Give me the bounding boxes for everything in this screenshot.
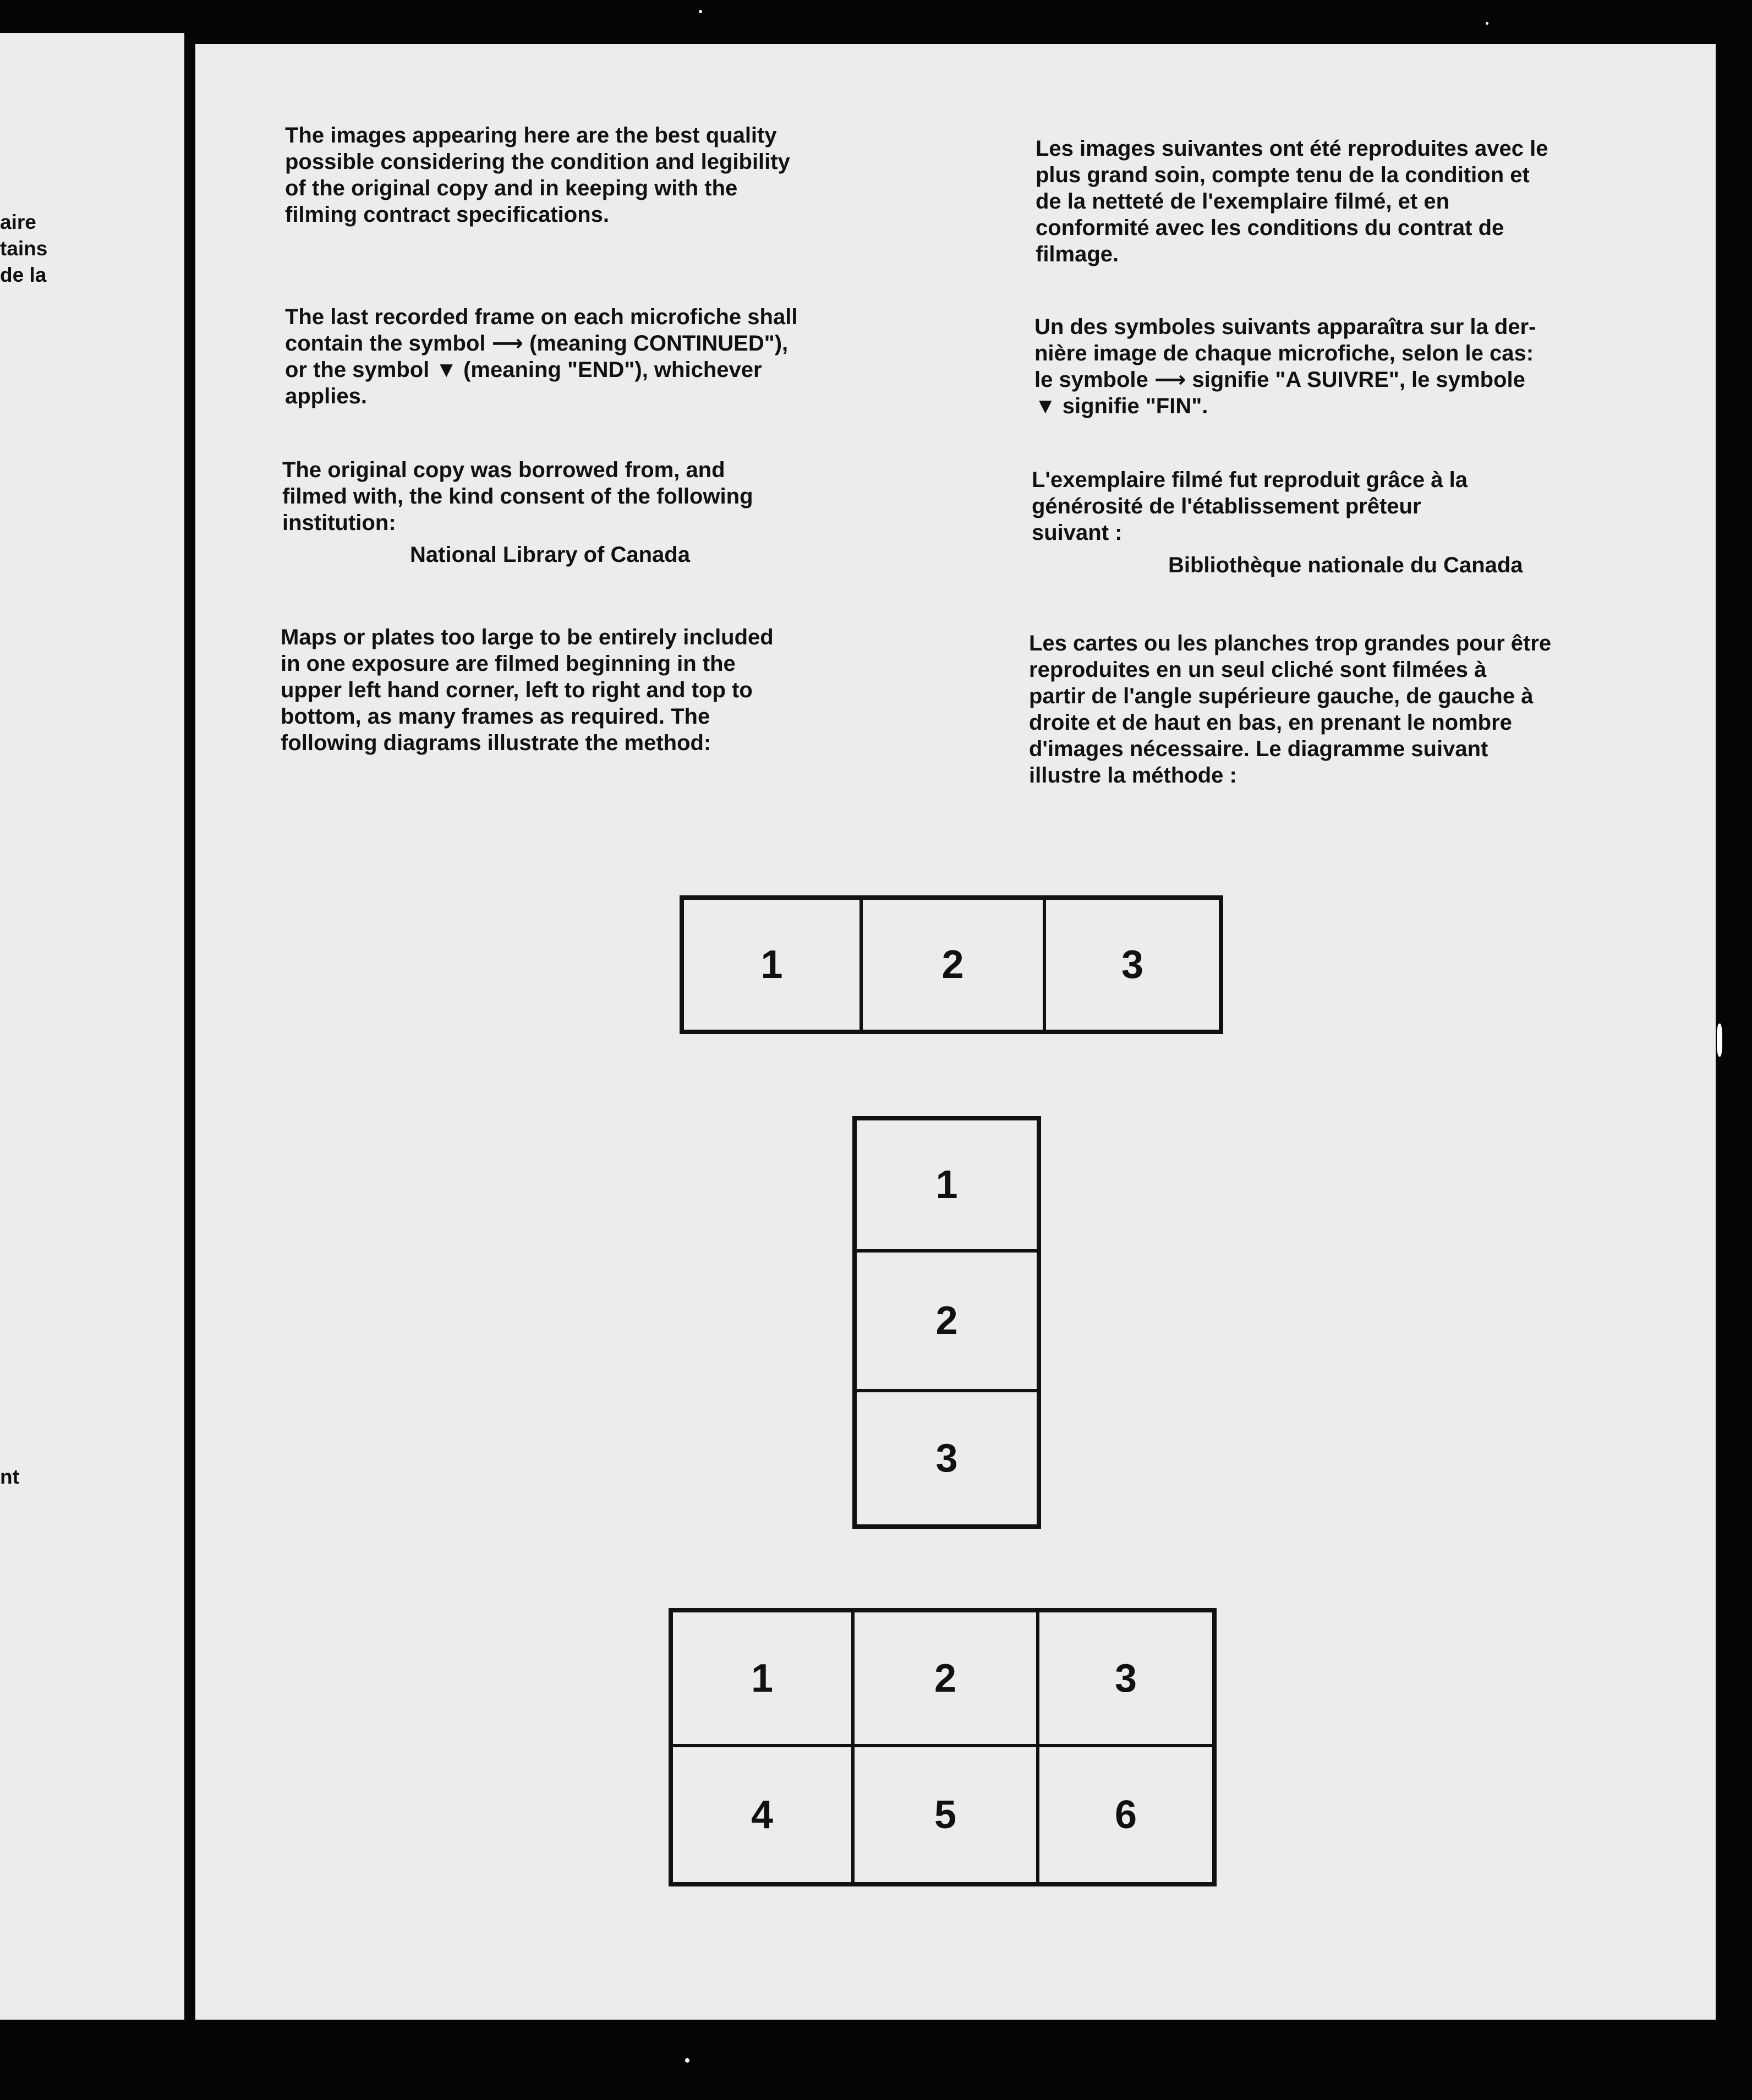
frame-cell: 6 [1038, 1746, 1214, 1884]
english-symbol-paragraph: The last recorded frame on each microfiche shall contain the symbol ⟶ (meaning CONTINUED"), or the symbol ▼ (meaning "END"), whichever applies. [285, 305, 798, 408]
frame-cell: 4 [671, 1746, 853, 1884]
frame-cell: 1 [682, 898, 861, 1031]
french-quality-paragraph: Les images suivantes ont été reproduites avec le plus grand soin, compte tenu de la condition et de la netteté de l'exemplaire filmé, et en conformité avec les conditions du contrat de filmage. [1036, 136, 1548, 266]
adjacent-page-edge [0, 33, 184, 2020]
film-speck [685, 2058, 689, 2063]
frame-cell: 5 [853, 1746, 1038, 1884]
grid-frame-diagram [669, 1608, 1217, 1886]
french-borrowed-paragraph: L'exemplaire filmé fut reproduit grâce à la générosité de l'établissement prêteur suivant : [1032, 468, 1468, 545]
frame-cell: 2 [855, 1251, 1038, 1391]
film-speck [1486, 22, 1488, 25]
english-maps-paragraph: Maps or plates too large to be entirely included in one exposure are filmed beginning in the upper left hand corner, left to right and top to bottom, as many frames as required. The following diagrams illustrate the method: [281, 625, 774, 755]
frame-cell: 1 [855, 1119, 1038, 1251]
french-maps-paragraph: Les cartes ou les planches trop grandes pour être reproduites en un seul cliché sont filmées à partir de l'angle supérieure gauche, de gauche à droite et de haut en bas, en prenant le nombre d'images nécessaire. Le diagramme suivant illustre la méthode : [1029, 631, 1552, 788]
frame-cell: 3 [855, 1391, 1038, 1526]
english-institution: National Library of Canada [410, 543, 690, 567]
horizontal-frame-diagram [680, 895, 1223, 1034]
film-speck [699, 10, 702, 13]
left-fragment-1: aire [0, 211, 36, 233]
frame-cell: 2 [853, 1611, 1038, 1746]
french-institution: Bibliothèque nationale du Canada [1168, 553, 1523, 577]
frame-cell: 1 [671, 1611, 853, 1746]
film-speck [1717, 1024, 1722, 1057]
vertical-frame-diagram [852, 1116, 1041, 1529]
left-fragment-2: tains [0, 237, 48, 260]
left-fragment-3: de la [0, 264, 47, 286]
french-symbol-paragraph: Un des symboles suivants apparaîtra sur la der- nière image de chaque microfiche, selon le cas: le symbole ⟶ signifie "A SUIVRE", le symbole ▼ signifie "FIN". [1034, 315, 1536, 418]
frame-cell: 3 [1044, 898, 1220, 1031]
english-borrowed-paragraph: The original copy was borrowed from, and filmed with, the kind consent of the following institution: [282, 458, 753, 535]
frame-cell: 3 [1038, 1611, 1214, 1746]
left-fragment-4: nt [0, 1465, 19, 1488]
english-quality-paragraph: The images appearing here are the best quality possible considering the condition and legibility of the original copy and in keeping with the filming contract specifications. [285, 123, 790, 227]
frame-cell: 2 [861, 898, 1044, 1031]
